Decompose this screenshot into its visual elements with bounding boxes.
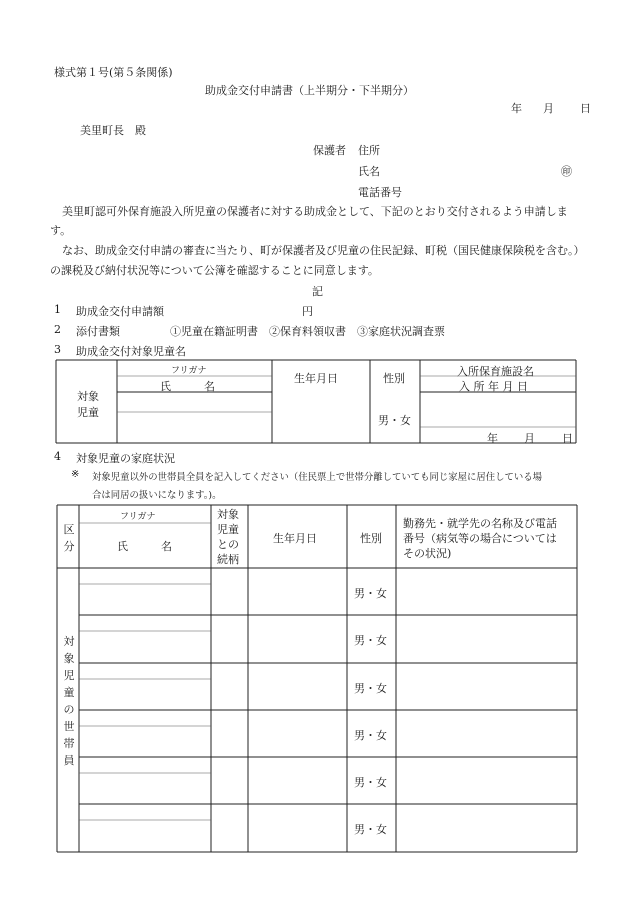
item-2-label: 添付書類 [76, 325, 120, 338]
t1-admission-header: 入 所 年 月 日 [459, 380, 528, 393]
t2-birthdate-header: 生年月日 [273, 532, 317, 545]
item-2-documents: ①児童在籍証明書 ②保育料領収書 ③家庭状況調査票 [170, 325, 445, 338]
form-number: 様式第１号(第５条関係) [54, 66, 173, 79]
t2-sex-header: 性別 [360, 532, 382, 545]
t2-household-label: 対象児童の世帯員 [63, 635, 75, 767]
address-label: 住所 [358, 144, 380, 157]
seal-mark: ㊞ [561, 165, 572, 178]
paragraph-1-line-1: 美里町認可外保育施設入所児童の保護者に対する助成金として、下記のとおり交付されるよう申請しま [62, 205, 568, 218]
t1-admission-month: 月 [524, 432, 535, 445]
item-1-yen: 円 [302, 305, 313, 318]
item-4-number: 4 [54, 450, 61, 463]
paragraph-2-line-2: の課税及び納付状況等について公簿を確認することに同意します。 [50, 264, 379, 277]
addressee: 美里町長 殿 [80, 124, 146, 137]
guardian-label: 保護者 [313, 144, 346, 157]
t1-sex-value[interactable]: 男・女 [378, 414, 411, 427]
t2-row-3-sex[interactable]: 男・女 [354, 682, 387, 695]
t2-category-header: 区分 [63, 523, 75, 553]
item-1-label: 助成金交付申請額 [76, 305, 164, 318]
ki-heading: 記 [312, 285, 323, 298]
paragraph-2-line-1: なお、助成金交付申請の審査に当たり、町が保護者及び児童の住民記録、町税（国民健康保険税を含む。） [62, 244, 585, 257]
form-title: 助成金交付申請書（上半期分・下半期分） [205, 84, 414, 97]
note-line-1: 対象児童以外の世帯員全員を記入してください（住民票上で世帯分離していても同じ家屋に居住している場 [92, 472, 543, 483]
item-2-number: 2 [54, 323, 61, 336]
t2-furigana-header: フリガナ [120, 512, 156, 522]
note-mark: ※ [71, 469, 80, 480]
t2-row-5-sex[interactable]: 男・女 [354, 776, 387, 789]
t1-admission-year: 年 [487, 432, 498, 445]
t2-workplace-header-l2: 番号（病気等の場合については [403, 532, 557, 545]
item-1-number: 1 [54, 303, 61, 316]
t1-name-header: 氏 名 [160, 380, 215, 393]
t1-furigana-header: フリガナ [171, 366, 207, 376]
item-3-label: 助成金交付対象児童名 [76, 345, 186, 358]
date-day: 日 [580, 102, 591, 115]
phone-label: 電話番号 [358, 186, 402, 199]
t2-relation-header: 対象児童との続柄 [217, 508, 239, 566]
t1-facility-header: 入所保育施設名 [457, 365, 534, 378]
t2-workplace-header-l1: 勤務先・就学先の名称及び電話 [403, 517, 557, 530]
t2-row-4-sex[interactable]: 男・女 [354, 729, 387, 742]
date-month: 月 [543, 102, 554, 115]
target-child-label: 対象児童 [77, 390, 99, 419]
name-label: 氏名 [358, 165, 380, 178]
t2-workplace-header-l3: その状況) [403, 547, 452, 560]
t1-sex-header: 性別 [383, 372, 405, 385]
paragraph-1-line-2: す。 [50, 224, 72, 237]
t2-row-2-sex[interactable]: 男・女 [354, 634, 387, 647]
t1-admission-day: 日 [562, 432, 573, 445]
item-4-label: 対象児童の家庭状況 [76, 452, 175, 465]
t1-birthdate-header: 生年月日 [294, 372, 338, 385]
note-line-2: 合は同居の扱いになります。)。 [92, 490, 222, 501]
date-year: 年 [511, 102, 522, 115]
t2-name-header: 氏 名 [117, 540, 172, 553]
item-3-number: 3 [54, 343, 61, 356]
t2-row-1-sex[interactable]: 男・女 [354, 587, 387, 600]
t2-row-6-sex[interactable]: 男・女 [354, 823, 387, 836]
